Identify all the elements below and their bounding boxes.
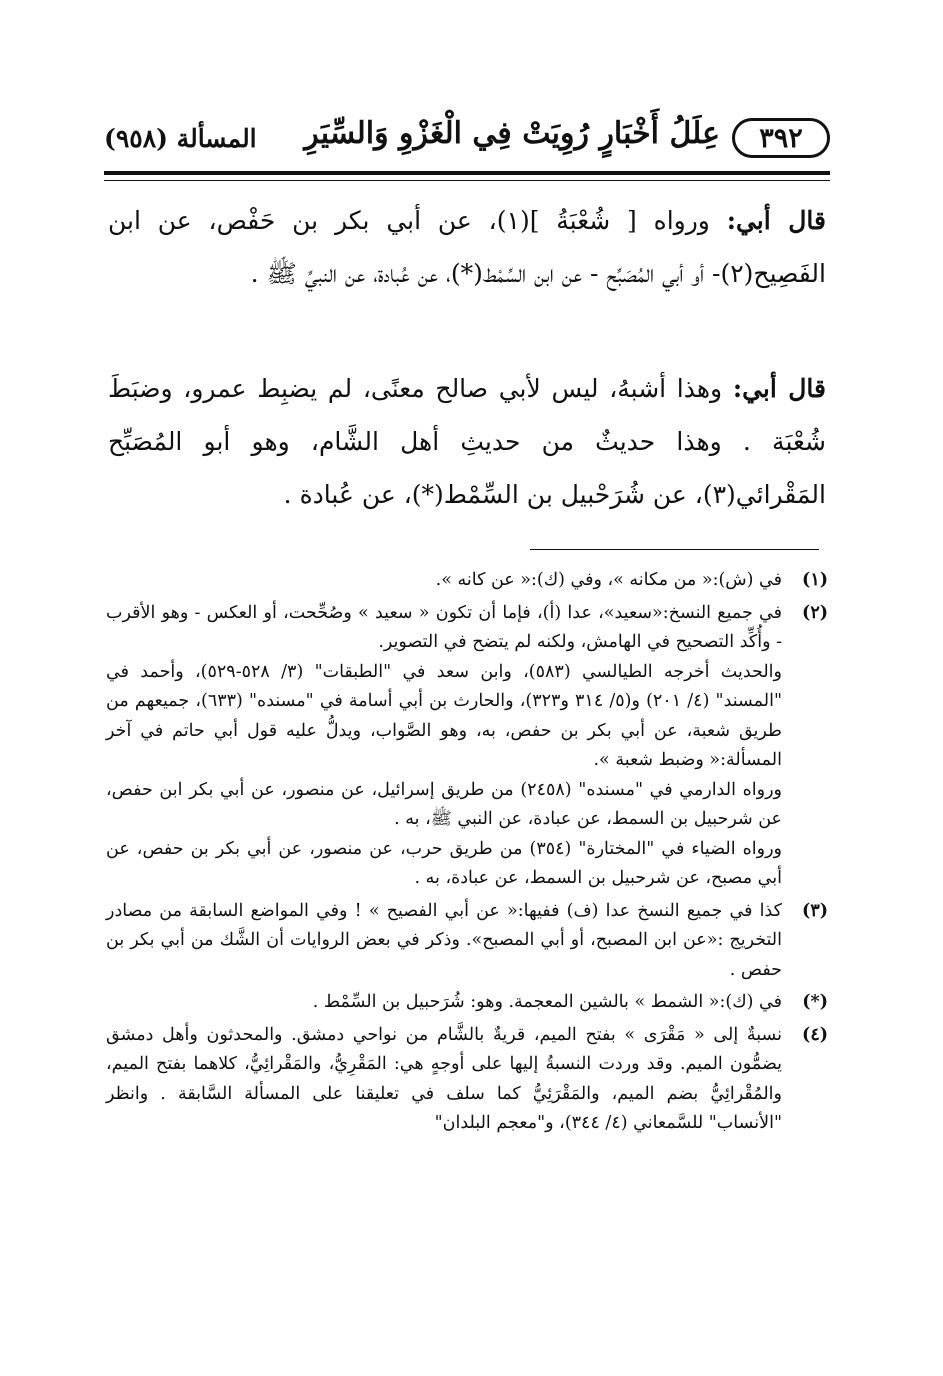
footnote-paragraph: في جميع النسخ:«سعيد»، عدا (أ)، فإما أن تكون « سعيد » وصُحِّحت، أو العكس - وهو الأقرب - وأُكِّد التصحيح في الهامش، ولكنه لم يتضح في التصوير. <box>106 602 782 652</box>
issue-label: المسألة (٩٥٨) <box>104 124 257 153</box>
paragraph-text: ورواه [ شُعْبَةُ ](١)، عن أبي بكر بن حَفْص، عن ابن الفَصِيح(٢)- أو أبي المُصَبِّح - عن ابن السِّمْط(*)، عن عُبادة، عن النبيِّ ﷺ . <box>108 206 826 288</box>
footnote-paragraph: في (ش):« من مكانه »، وفي (ك):« عن كانه ». <box>435 570 782 590</box>
footnote-body <box>106 1021 782 1139</box>
footnote-body <box>106 566 782 596</box>
speaker-label: قال أبي: <box>726 206 826 235</box>
footnote <box>106 897 828 986</box>
footnote-paragraph: والحديث أخرجه الطيالسي (٥٨٣)، وابن سعد في "الطبقات" (٣/ ٥٢٨-٥٢٩)، وأحمد في "المسند" (٤/ ٢٠١) و(٥/ ٣١٤ و٣٢٣)، والحارث بن أبي أسامة في "مسنده" (٦٣٣)، جميعهم من طريق شعبة، عن أبي بكر بن حفص، به، وهو الصَّواب، ويدلُّ عليه قول أبي حاتم في آخر المسألة:« وضبط شعبة ». <box>106 661 783 770</box>
header-rule-thin <box>104 180 830 181</box>
running-title: عِلَلُ أَخْبَارٍ رُوِيَتْ فِي الْغَزْوِ وَالسِّيَرِ <box>304 116 720 151</box>
footnote-marker: (٢) <box>802 602 828 623</box>
body-paragraph <box>108 194 826 300</box>
footnote-separator <box>530 549 819 550</box>
footnote-marker: (*) <box>802 992 828 1012</box>
body-paragraph <box>108 362 826 521</box>
footnote-marker: (٤) <box>802 1024 828 1045</box>
header-rule-thick <box>104 171 830 175</box>
footnote-marker: (٣) <box>802 900 828 921</box>
footnote-paragraph: ورواه الضياء في "المختارة" (٣٥٤) من طريق حرب، عن منصور، عن أبي بكر بن حفص، عن أبي مصبح، عن شرحبيل بن السمط، عن عبادة، به . <box>106 838 782 888</box>
footnote-body <box>106 897 782 986</box>
page-header <box>104 112 830 168</box>
footnote-body <box>106 599 782 894</box>
footnote-body <box>106 988 782 1018</box>
footnote <box>106 988 828 1018</box>
footnote <box>106 566 828 596</box>
paragraph-text: وهذا أشبهُ، ليس لأبي صالح معنًى، لم يضبِط عمرو، وضبَطَ شُعْبَة . وهذا حديثٌ من حديثِ أهل الشَّام، وهو أبو المُصَبِّح المَقْرائي(٣)، عن شُرَحْبيل بن السِّمْط(*)، عن عُبادة . <box>108 374 826 509</box>
footnote-paragraph: في (ك):« الشمط » بالشين المعجمة. وهو: شُرَحبيل بن السِّمْط . <box>312 992 782 1012</box>
footnote-paragraph: ورواه الدارمي في "مسنده" (٢٤٥٨) من طريق إسرائيل، عن منصور، عن أبي بكر ابن حفص، عن شرحبيل بن السمط، عن عبادة، عن النبي ﷺ، به . <box>106 779 782 829</box>
footnote-paragraph: كذا في جميع النسخ عدا (ف) ففيها:« عن أبي الفصيح » ! وفي المواضع السابقة من مصادر التخريج :«عن ابن المصبح، أو أبي المصبح». وذكر في بعض الروايات أن الشَّك من أبي بكر بن حفص . <box>106 900 782 980</box>
footnote <box>106 599 828 894</box>
footnote <box>106 1021 828 1139</box>
footnote-marker: (١) <box>802 570 828 590</box>
footnote-paragraph: نسبةٌ إلى « مَقْرَى » بفتح الميم، قريةٌ بالشَّام من نواحي دمشق. والمحدثون وأهل دمشق يضمُّون الميم. وقد وردت النسبةُ إليها على أوجهٍ هي: المَقْرِيُّ، والمَقْرائِيُّ، كلاهما بفتح الميم، والمُقْرائِيُّ بضم الميم، والمَقْرَئِيُّ كما سلف في تعليقنا على المسألة السَّابقة . وانظر "الأنساب" للسَّمعاني (٤/ ٣٤٤)، و"معجم البلدان" <box>106 1024 782 1133</box>
speaker-label: قال أبي: <box>732 374 826 403</box>
footnotes <box>106 566 828 1139</box>
page-number: ٣٩٢ <box>732 118 830 158</box>
